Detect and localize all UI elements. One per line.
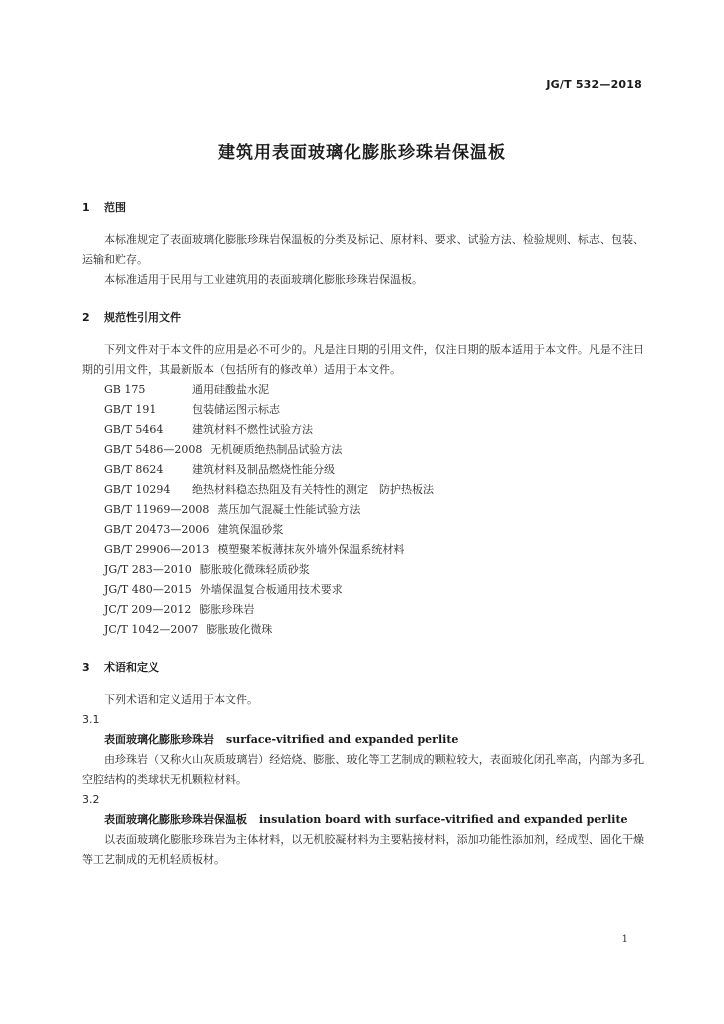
reference-title: 绝热材料稳态热阻及有关特性的测定 防护热板法 (192, 483, 434, 496)
reference-title: 外墙保温复合板通用技术要求 (199, 583, 343, 596)
reference-title: 膨胀珍珠岩 (199, 603, 255, 616)
reference-item (82, 480, 644, 500)
reference-item (82, 460, 644, 480)
reference-item (82, 520, 644, 540)
reference-code: GB/T 191 (104, 403, 157, 416)
reference-item (82, 540, 644, 560)
reference-code: JC/T 1042—2007 (104, 623, 199, 636)
term-chinese: 表面玻璃化膨胀珍珠岩 (104, 733, 214, 746)
section-title: 范围 (104, 201, 126, 214)
reference-item (82, 580, 644, 600)
document-body (82, 198, 644, 870)
term-number: 3.2 (82, 793, 100, 806)
reference-title: 通用硅酸盐水泥 (192, 383, 269, 396)
paragraph: 本标准规定了表面玻璃化膨胀珍珠岩保温板的分类及标记、原材料、要求、试验方法、检验规则、标志、包装、运输和贮存。 (82, 233, 644, 266)
reference-title: 建筑材料及制品燃烧性能分级 (192, 463, 335, 476)
term-chinese: 表面玻璃化膨胀珍珠岩保温板 (104, 813, 247, 826)
reference-code: GB/T 5486—2008 (104, 443, 203, 456)
term-english: surface-vitrified and expanded perlite (226, 733, 459, 746)
reference-title: 无机硬质绝热制品试验方法 (210, 443, 343, 456)
reference-code: GB/T 8624 (104, 463, 164, 476)
reference-title: 建筑保温砂浆 (217, 523, 284, 536)
reference-title: 膨胀玻化微珠 (206, 623, 273, 636)
reference-title: 膨胀玻化微珠轻质砂浆 (199, 563, 310, 576)
reference-code: GB/T 5464 (104, 423, 164, 436)
page-number: 1 (621, 934, 628, 945)
paragraph: 下列文件对于本文件的应用是必不可少的。凡是注日期的引用文件，仅注日期的版本适用于本文件。凡是不注日期的引用文件，其最新版本（包括所有的修改单）适用于本文件。 (82, 343, 644, 376)
section-1-heading (82, 198, 644, 218)
section-title: 规范性引用文件 (104, 311, 181, 324)
section-number: 2 (82, 311, 90, 324)
reference-code: JC/T 209—2012 (104, 603, 192, 616)
section-number: 1 (82, 201, 90, 214)
document-code: JG/T 532—2018 (546, 78, 642, 91)
paragraph: 下列术语和定义适用于本文件。 (104, 693, 258, 706)
document-title: 建筑用表面玻璃化膨胀珍珠岩保温板 (218, 143, 506, 163)
section-2-heading (82, 308, 644, 328)
term-definition: 以表面玻璃化膨胀珍珠岩为主体材料，以无机胶凝材料为主要粘接材料，添加功能性添加剂，经成型、固化干燥等工艺制成的无机轻质板材。 (82, 833, 644, 866)
term-definition: 由珍珠岩（又称火山灰质玻璃岩）经焙烧、膨胀、玻化等工艺制成的颗粒较大，表面玻化闭孔率高，内部为多孔空腔结构的类球状无机颗粒材料。 (82, 753, 644, 786)
reference-item (82, 600, 644, 620)
reference-code: GB/T 20473—2006 (104, 523, 210, 536)
term-heading (82, 810, 644, 830)
reference-item (82, 500, 644, 520)
reference-item (82, 380, 644, 400)
reference-code: JG/T 283—2010 (104, 563, 192, 576)
section-title: 术语和定义 (104, 661, 159, 674)
reference-code: GB/T 11969—2008 (104, 503, 210, 516)
reference-item (82, 620, 644, 640)
reference-code: JG/T 480—2015 (104, 583, 192, 596)
term-english: insulation board with surface-vitrified and expanded perlite (259, 813, 628, 826)
reference-item (82, 440, 644, 460)
reference-item (82, 400, 644, 420)
term-number: 3.1 (82, 713, 100, 726)
reference-code: GB 175 (104, 383, 146, 396)
reference-code: GB/T 10294 (104, 483, 171, 496)
reference-item (82, 560, 644, 580)
paragraph: 本标准适用于民用与工业建筑用的表面玻璃化膨胀珍珠岩保温板。 (104, 273, 423, 286)
section-number: 3 (82, 661, 90, 674)
term-heading (82, 730, 644, 750)
reference-code: GB/T 29906—2013 (104, 543, 210, 556)
reference-title: 建筑材料不燃性试验方法 (192, 423, 313, 436)
reference-item (82, 420, 644, 440)
reference-title: 包装储运图示标志 (192, 403, 280, 416)
reference-title: 模塑聚苯板薄抹灰外墙外保温系统材料 (217, 543, 405, 556)
section-3-heading (82, 658, 644, 678)
reference-title: 蒸压加气混凝土性能试验方法 (217, 503, 361, 516)
